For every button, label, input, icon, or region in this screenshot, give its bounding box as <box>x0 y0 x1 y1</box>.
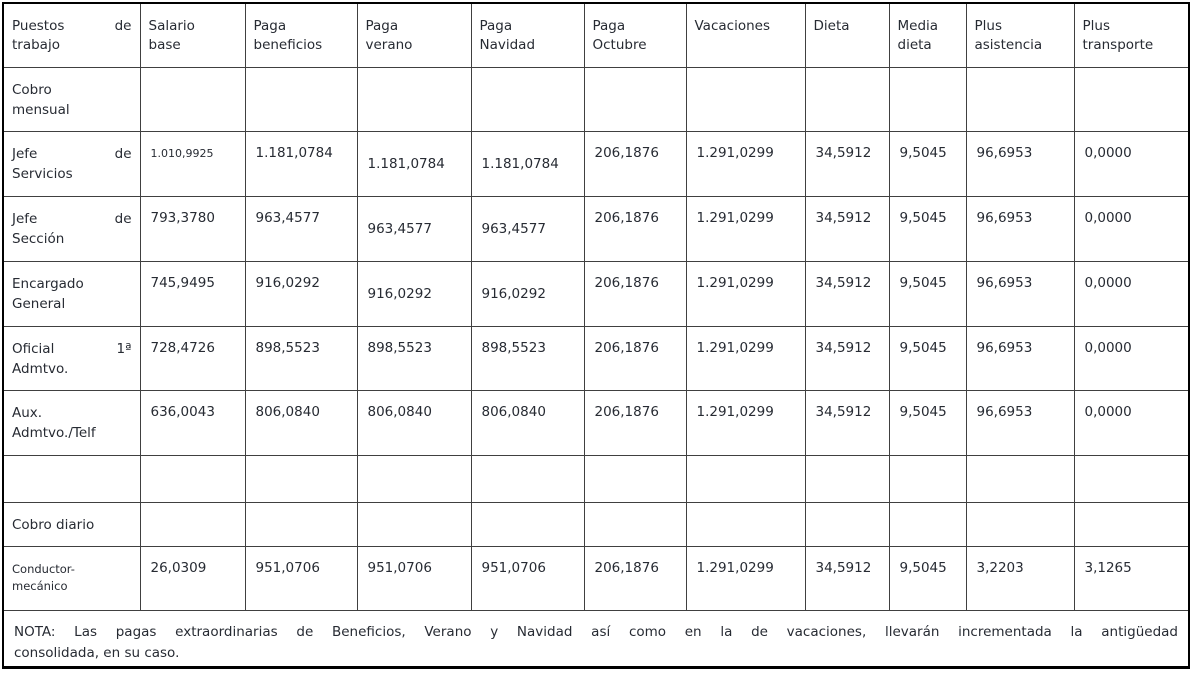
value-cell <box>140 455 245 502</box>
row-label-cell <box>3 261 140 326</box>
value-cell <box>686 67 805 131</box>
cell-text-line: dieta <box>897 37 932 53</box>
row-label-cell <box>3 502 140 546</box>
cell-text-line: Paga <box>479 18 513 34</box>
cell-text-line: Paga <box>365 18 399 34</box>
cell-text-line: Encargado <box>12 275 84 292</box>
value-cell: 1.291,0299 <box>686 390 805 455</box>
cell-text-line: mensual <box>12 101 70 118</box>
value-cell <box>357 67 471 131</box>
row-label-cell <box>3 455 140 502</box>
header-cell <box>471 3 584 67</box>
value-cell: 9,5045 <box>889 196 966 261</box>
value-cell: 806,0840 <box>357 390 471 455</box>
value-cell: 9,5045 <box>889 546 966 610</box>
value-cell: 3,2203 <box>966 546 1074 610</box>
value-cell: 34,5912 <box>805 390 889 455</box>
value-cell: 916,0292 <box>357 261 471 326</box>
cell-text-line: base <box>148 37 181 53</box>
value-cell: 963,4577 <box>245 196 357 261</box>
table-row <box>3 196 1189 261</box>
row-label-cell <box>3 390 140 455</box>
value-cell: 26,0309 <box>140 546 245 610</box>
cell-text-line: Servicios <box>12 165 73 182</box>
value-cell: 0,0000 <box>1074 196 1189 261</box>
table-row <box>3 67 1189 131</box>
header-cell <box>357 3 471 67</box>
cell-text-line: verano <box>365 37 413 53</box>
value-cell: 9,5045 <box>889 261 966 326</box>
cell-text-line: asistencia <box>974 37 1043 53</box>
cell-text-line: General <box>12 295 66 312</box>
cell-text-line: trabajo <box>12 37 60 53</box>
value-cell: 0,0000 <box>1074 131 1189 196</box>
value-cell <box>805 455 889 502</box>
cell-text-line: transporte <box>1082 37 1154 53</box>
cell-text-line: beneficios <box>253 37 323 53</box>
value-cell: 206,1876 <box>584 131 686 196</box>
header-cell <box>584 3 686 67</box>
value-cell <box>245 67 357 131</box>
note-cell <box>3 610 1189 667</box>
value-cell <box>471 502 584 546</box>
cell-text-line: mecánico <box>12 578 68 593</box>
value-cell <box>245 502 357 546</box>
table-row <box>3 131 1189 196</box>
value-cell: 806,0840 <box>471 390 584 455</box>
value-cell: 206,1876 <box>584 196 686 261</box>
value-cell: 206,1876 <box>584 390 686 455</box>
value-cell: 0,0000 <box>1074 326 1189 390</box>
row-label-cell <box>3 196 140 261</box>
value-cell <box>584 455 686 502</box>
value-cell: 1.181,0784 <box>471 131 584 196</box>
value-cell: 0,0000 <box>1074 390 1189 455</box>
header-cell <box>245 3 357 67</box>
value-cell: 96,6953 <box>966 326 1074 390</box>
value-cell <box>1074 67 1189 131</box>
value-cell <box>1074 455 1189 502</box>
row-label-cell <box>3 546 140 610</box>
value-cell <box>889 455 966 502</box>
table-row <box>3 326 1189 390</box>
value-cell: 206,1876 <box>584 546 686 610</box>
cell-text-line: Conductor- <box>12 561 75 576</box>
cell-text-line: Salario <box>148 18 195 34</box>
value-cell <box>140 502 245 546</box>
value-cell: 34,5912 <box>805 131 889 196</box>
salary-table <box>2 2 1190 669</box>
note-row <box>3 610 1189 667</box>
value-cell: 96,6953 <box>966 390 1074 455</box>
header-cell <box>1074 3 1189 67</box>
value-cell <box>357 455 471 502</box>
value-cell: 916,0292 <box>471 261 584 326</box>
value-cell: 9,5045 <box>889 390 966 455</box>
value-cell: 951,0706 <box>471 546 584 610</box>
header-cell <box>3 3 140 67</box>
value-cell: 34,5912 <box>805 196 889 261</box>
value-cell <box>584 67 686 131</box>
value-cell <box>1074 502 1189 546</box>
cell-text-line: NOTA: Las pagas extraordinarias de Beneficios, Verano y Navidad así como en la de vacaciones, llevarán incrementada la antigüedad <box>14 623 1178 640</box>
value-cell: 1.181,0784 <box>357 131 471 196</box>
header-cell <box>805 3 889 67</box>
value-cell: 898,5523 <box>357 326 471 390</box>
value-cell <box>966 502 1074 546</box>
value-cell: 96,6953 <box>966 131 1074 196</box>
value-cell: 793,3780 <box>140 196 245 261</box>
value-cell <box>471 455 584 502</box>
value-cell: 806,0840 <box>245 390 357 455</box>
row-label-cell <box>3 326 140 390</box>
value-cell: 96,6953 <box>966 196 1074 261</box>
cell-text-line: Puestos de <box>12 18 132 34</box>
cell-text-line: Media <box>897 18 939 34</box>
cell-text-line: Admtvo./Telf <box>12 424 96 441</box>
value-cell: 1.181,0784 <box>245 131 357 196</box>
value-cell: 0,0000 <box>1074 261 1189 326</box>
cell-text-line: Octubre <box>592 37 647 53</box>
value-cell <box>686 502 805 546</box>
cell-text-line: consolidada, en su caso. <box>14 644 180 661</box>
value-cell: 1.291,0299 <box>686 131 805 196</box>
value-cell: 963,4577 <box>357 196 471 261</box>
cell-text-line: Plus <box>974 18 1002 34</box>
value-cell: 951,0706 <box>245 546 357 610</box>
value-cell: 898,5523 <box>245 326 357 390</box>
table-row <box>3 455 1189 502</box>
row-label-cell <box>3 131 140 196</box>
value-cell <box>889 502 966 546</box>
table-row <box>3 261 1189 326</box>
cell-text-line: Vacaciones <box>694 18 770 34</box>
value-cell <box>805 67 889 131</box>
value-cell: 96,6953 <box>966 261 1074 326</box>
value-cell: 898,5523 <box>471 326 584 390</box>
cell-text-line: Plus <box>1082 18 1110 34</box>
row-label-cell <box>3 67 140 131</box>
header-cell <box>889 3 966 67</box>
value-cell: 728,4726 <box>140 326 245 390</box>
value-cell: 3,1265 <box>1074 546 1189 610</box>
value-cell: 206,1876 <box>584 326 686 390</box>
value-cell: 963,4577 <box>471 196 584 261</box>
value-cell <box>966 67 1074 131</box>
value-cell <box>584 502 686 546</box>
cell-text-line: Cobro diario <box>12 516 95 533</box>
value-cell <box>471 67 584 131</box>
cell-text-line: Navidad <box>479 37 536 53</box>
value-cell: 745,9495 <box>140 261 245 326</box>
cell-text-line: Jefe de <box>12 210 132 227</box>
value-cell <box>140 67 245 131</box>
value-cell: 1.291,0299 <box>686 546 805 610</box>
value-cell <box>245 455 357 502</box>
value-cell: 1.291,0299 <box>686 196 805 261</box>
header-cell <box>140 3 245 67</box>
value-cell: 1.291,0299 <box>686 261 805 326</box>
cell-text-line: Aux. <box>12 404 43 421</box>
cell-text-line: Dieta <box>813 18 850 34</box>
value-cell: 34,5912 <box>805 546 889 610</box>
cell-text-line: Admtvo. <box>12 360 69 377</box>
value-cell <box>686 455 805 502</box>
header-row <box>3 3 1189 67</box>
value-cell: 34,5912 <box>805 261 889 326</box>
value-cell <box>357 502 471 546</box>
table-row <box>3 546 1189 610</box>
value-cell: 636,0043 <box>140 390 245 455</box>
value-cell: 916,0292 <box>245 261 357 326</box>
value-cell: 206,1876 <box>584 261 686 326</box>
value-cell: 951,0706 <box>357 546 471 610</box>
cell-text-line: Jefe de <box>12 145 132 162</box>
value-cell: 1.291,0299 <box>686 326 805 390</box>
value-cell <box>966 455 1074 502</box>
cell-text-line: Paga <box>253 18 287 34</box>
cell-text-line: Paga <box>592 18 626 34</box>
value-cell <box>805 502 889 546</box>
cell-text-line: Sección <box>12 230 65 247</box>
cell-text-line: Cobro <box>12 81 52 98</box>
table-body <box>3 67 1189 667</box>
value-cell: 9,5045 <box>889 131 966 196</box>
value-cell: 1.010,9925 <box>140 131 245 196</box>
value-cell <box>889 67 966 131</box>
table-header <box>3 3 1189 67</box>
header-cell <box>686 3 805 67</box>
value-cell: 34,5912 <box>805 326 889 390</box>
header-cell <box>966 3 1074 67</box>
table-row <box>3 502 1189 546</box>
cell-text-line: Oficial 1ª <box>12 340 132 357</box>
value-cell: 9,5045 <box>889 326 966 390</box>
table-row <box>3 390 1189 455</box>
